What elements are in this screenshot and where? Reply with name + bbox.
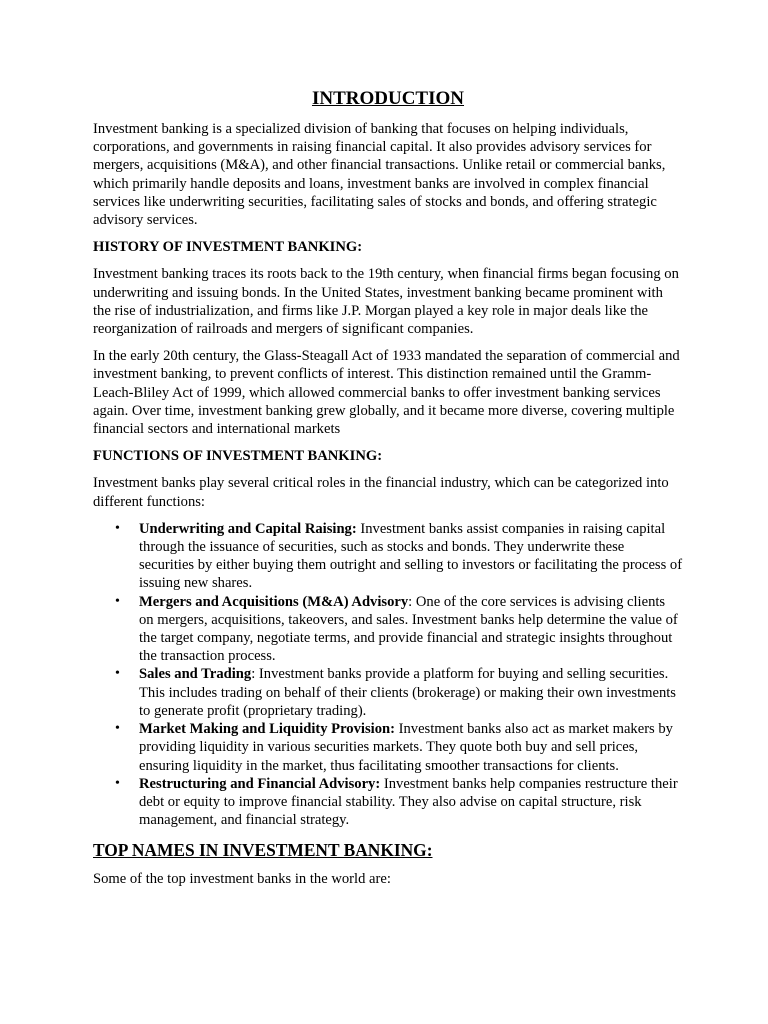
list-item (115, 775, 683, 830)
functions-intro: Investment banks play several critical roles in the financial industry, which can be categorized into different functions: (93, 475, 669, 510)
list-item-text: Investment banks also act as market makers by providing liquidity in various securities markets. They quote both buy and sell prices, ensuring liquidity in the market, thus facilitating smoother transactions for clients. (139, 721, 673, 774)
list-item-term: Sales and Trading (139, 666, 252, 683)
bullet-icon: • (115, 721, 120, 737)
bullet-icon: • (115, 666, 120, 682)
document-title: INTRODUCTION (311, 88, 465, 109)
bullet-icon: • (115, 593, 120, 609)
bullet-icon: • (115, 775, 120, 791)
history-paragraph-1: Investment banking traces its roots back to the 19th century, when financial firms began focusing on underwriting and issuing bonds. In the United States, investment banking became prominent with the rise of industrialization, and firms like J.P. Morgan played a key role in major deals like the reorganization of railroads and mergers of significant companies. (93, 266, 679, 338)
list-item (115, 593, 683, 666)
functions-heading: FUNCTIONS OF INVESTMENT BANKING: (93, 448, 383, 465)
list-item-term: Restructuring and Financial Advisory: (139, 775, 381, 792)
list-item-text: Investment banks help companies restructure their debt or equity to improve financial stability. They also advise on capital structure, risk management, and financial strategy. (139, 775, 678, 829)
list-item-text: Investment banks assist companies in raising capital through the issuance of securities, such as stocks and bonds. They underwrite these securities by either buying them outright and selling to investors or facilitating the process of issuing new shares. (139, 520, 683, 592)
list-item (115, 665, 683, 720)
list-item (115, 520, 683, 593)
list-item-term: Mergers and Acquisitions (M&A) Advisory (139, 593, 409, 610)
top-names-intro: Some of the top investment banks in the world are: (93, 871, 391, 888)
top-names-heading: TOP NAMES IN INVESTMENT BANKING: (93, 840, 433, 861)
document-page (93, 88, 683, 898)
list-item-term: Underwriting and Capital Raising: (139, 520, 357, 537)
bullet-icon: • (115, 520, 120, 536)
list-item-text: : Investment banks provide a platform for buying and selling securities. This includes trading on behalf of their clients (brokerage) or making their own investments to generate profit (proprietary trading). (139, 666, 676, 719)
functions-list (93, 520, 683, 829)
list-item (115, 720, 683, 775)
list-item-term: Market Making and Liquidity Provision: (139, 721, 395, 738)
list-item-text: : One of the core services is advising clients on mergers, acquisitions, takeovers, and sales. Investment banks help determine the value of the target company, negotiate terms, and provide financial and strategic insights throughout the transaction process. (139, 593, 678, 665)
history-heading: HISTORY OF INVESTMENT BANKING: (93, 239, 363, 256)
intro-paragraph: Investment banking is a specialized division of banking that focuses on helping individuals, corporations, and governments in raising financial capital. It also provides advisory services for mergers, acquisitions (M&A), and other financial transactions. Unlike retail or commercial banks, which primarily handle deposits and loans, investment banks are involved in complex financial services like underwriting securities, facilitating sales of stocks and bonds, and offering strategic advisory services. (93, 121, 666, 229)
history-paragraph-2: In the early 20th century, the Glass-Steagall Act of 1933 mandated the separation of commercial and investment banking, to prevent conflicts of interest. This distinction remained until the Gramm-Leach-Bliley Act of 1999, which allowed commercial banks to offer investment banking services again. Over time, investment banking grew globally, and it became more diverse, covering multiple financial sectors and international markets (93, 348, 680, 438)
